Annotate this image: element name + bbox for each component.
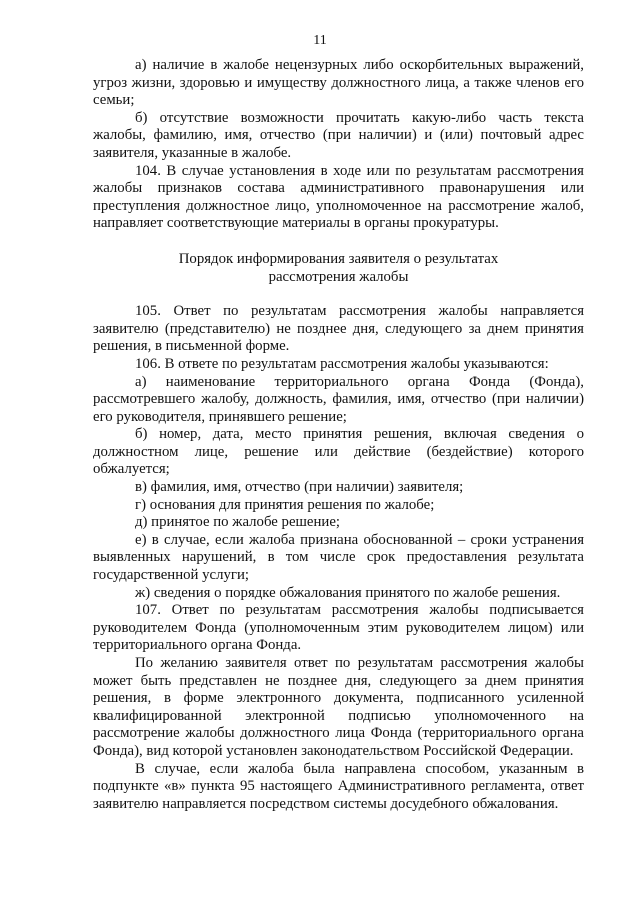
paragraph-106-a: а) наименование территориального органа Фонда (Фонда), рассмотревшего жалобу, должность, фамилия, имя, отчество (при наличии) его руководителя, принявшего решение;: [93, 373, 584, 425]
paragraph-pretrial-system: В случае, если жалоба была направлена способом, указанным в подпункте «в» пункта 95 настоящего Административного регламента, ответ заявителю направляется посредством системы досудебного обжалования.: [93, 760, 584, 812]
page-number: 11: [313, 33, 327, 48]
section-heading-line-2: рассмотрения жалобы: [268, 268, 409, 285]
paragraph-a-obscene: а) наличие в жалобе нецензурных либо оскорбительных выражений, угроз жизни, здоровью и имуществу должностного лица, а также членов его семьи;: [93, 57, 584, 109]
paragraph-b-unreadable: б) отсутствие возможности прочитать какую-либо часть текста жалобы, фамилию, имя, отчество (при наличии) и (или) почтовый адрес заявителя, указанные в жалобе.: [93, 109, 584, 161]
paragraph-105: 105. Ответ по результатам рассмотрения жалобы направляется заявителю (представителю) не позднее дня, следующего за днем принятия решения, в письменной форме.: [93, 303, 584, 355]
paragraph-106-d: д) принятое по жалобе решение;: [135, 514, 340, 531]
paragraph-104: 104. В случае установления в ходе или по результатам рассмотрения жалобы признаков состава административного правонарушения или преступления должностное лицо, уполномоченное на рассмотрение жалоб, направляет соответствующие материалы в органы прокуратуры.: [93, 162, 584, 232]
document-body: [93, 57, 584, 813]
paragraph-106-zh: ж) сведения о порядке обжалования принятого по жалобе решения.: [135, 584, 561, 601]
paragraph-106-g: г) основания для принятия решения по жалобе;: [135, 496, 435, 513]
paragraph-106: 106. В ответе по результатам рассмотрения жалобы указываются:: [135, 355, 549, 372]
paragraph-106-b: б) номер, дата, место принятия решения, включая сведения о должностном лице, решение или действие (бездействие) которого обжалуется;: [93, 426, 584, 478]
paragraph-106-v: в) фамилия, имя, отчество (при наличии) заявителя;: [135, 479, 464, 496]
section-heading: [93, 251, 584, 286]
section-heading-line-1: Порядок информирования заявителя о результатах: [178, 250, 499, 267]
paragraph-electronic-answer: По желанию заявителя ответ по результатам рассмотрения жалобы может быть представлен не позднее дня, следующего за днем принятия решения, в форме электронного документа, подписанного усиленной квалифицированной электронной подписью уполномоченного на рассмотрение жалобы должностного лица Фонда (территориального органа Фонда), вид которой установлен законодательством Российской Федерации.: [93, 655, 584, 759]
paragraph-106-e: е) в случае, если жалоба признана обоснованной – сроки устранения выявленных нарушений, в том числе срок предоставления результата государственной услуги;: [93, 531, 584, 584]
paragraph-107: 107. Ответ по результатам рассмотрения жалобы подписывается руководителем Фонда (уполномоченным этим руководителем лицом) или территориального органа Фонда.: [93, 602, 584, 654]
